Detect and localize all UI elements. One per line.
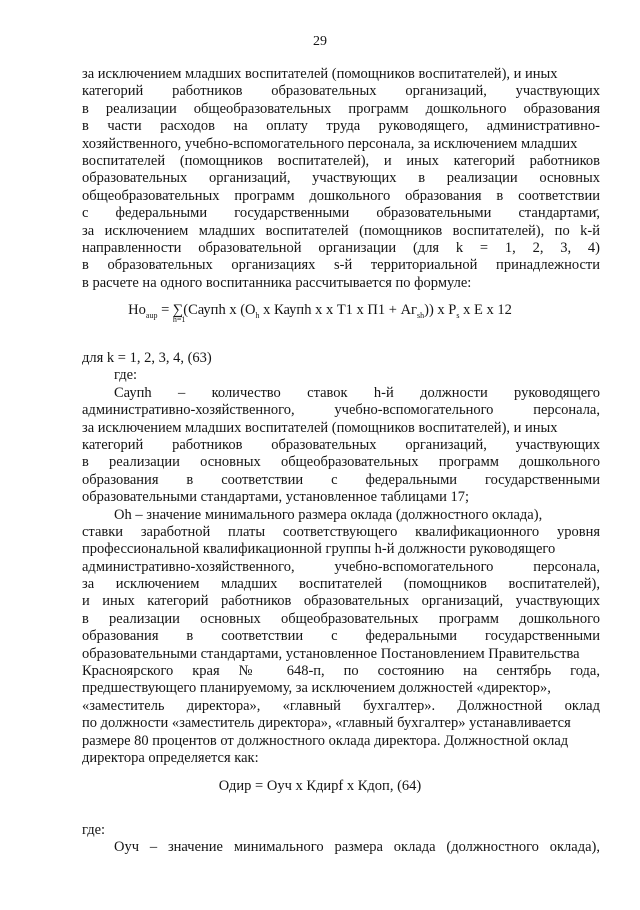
text-line: с федеральными государственными образовательными стандартами, bbox=[82, 205, 600, 222]
paragraph-definitions bbox=[82, 350, 600, 767]
sum-symbol: ∑ bbox=[172, 302, 184, 318]
text-line: Красноярского края № 648-п, по состоянию на сентябрь года, bbox=[82, 663, 600, 680]
text-line: образовательными стандартами, установленное таблицами 17; bbox=[82, 489, 469, 506]
text-line: где: bbox=[82, 822, 106, 838]
formula-subscript: s bbox=[456, 310, 460, 320]
formula-part: )) х P bbox=[424, 302, 457, 318]
formula-subscript: sh bbox=[417, 310, 425, 320]
paragraph-intro bbox=[82, 66, 600, 292]
text-line: Саупh – количество ставок h-й должности руководящего bbox=[114, 384, 600, 401]
formula-part: х Е х 12 bbox=[459, 302, 512, 318]
sum-symbol-wrap bbox=[172, 302, 186, 324]
text-line: за исключением младших воспитателей (помощников воспитателей), bbox=[82, 576, 600, 593]
text-line: образования в соответствии с федеральными государственными bbox=[82, 628, 600, 645]
text-line: направленности образовательной организации (для k = 1, 2, 3, 4) bbox=[82, 239, 600, 256]
text-line: для k = 1, 2, 3, 4, (63) bbox=[82, 350, 212, 366]
text-line: образовательных организаций, участвующих в реализации основных bbox=[82, 170, 600, 187]
formula-lhs-subscript: аup bbox=[145, 310, 158, 320]
formula-equals: = bbox=[157, 302, 173, 318]
text-line: ставки заработной платы соответствующего квалификационного уровня bbox=[82, 523, 600, 540]
text-line: административно-хозяйственного, учебно-вспомогательного персонала, bbox=[82, 558, 600, 575]
paragraph-continuation bbox=[82, 822, 600, 857]
text-line: за исключением младших воспитателей (помощников воспитателей), и иных bbox=[82, 419, 558, 436]
text-line: предшествующего планируемому, за исключением должностей «директор», bbox=[82, 680, 551, 697]
formula-63 bbox=[0, 302, 640, 324]
text-line: в образовательных организациях s-й территориальной принадлежности bbox=[82, 257, 600, 274]
text-line: воспитателей (помощников воспитателей), и иных категорий работников bbox=[82, 152, 600, 169]
text-line: в части расходов на оплату труда руководящего, административно- bbox=[82, 118, 600, 135]
text-line: Оуч – значение минимального размера оклада (должностного оклада), bbox=[114, 839, 600, 856]
text-line: по должности «заместитель директора», «главный бухгалтер» устанавливается bbox=[82, 715, 571, 732]
text-line: в реализации основных общеобразовательных программ дошкольного bbox=[82, 454, 600, 471]
text-line: Оh – значение минимального размера оклада (должностного оклада), bbox=[114, 506, 543, 523]
text-line: профессиональной квалификационной группы h-й должности руководящего bbox=[82, 541, 556, 558]
formula-subscript: h bbox=[255, 310, 260, 320]
formula-lhs: Но bbox=[128, 302, 146, 318]
text-line: где: bbox=[114, 367, 138, 384]
text-line: административно-хозяйственного, учебно-вспомогательного персонала, bbox=[82, 402, 600, 419]
text-line: в реализации общеобразовательных программ дошкольного образования bbox=[82, 100, 600, 117]
text-line: в расчете на одного воспитанника рассчитывается по формуле: bbox=[82, 274, 472, 291]
text-line: «заместитель директора», «главный бухгалтер». Должностной оклад bbox=[82, 697, 600, 714]
text-line: категорий работников образовательных организаций, участвующих bbox=[82, 436, 600, 453]
text-line: в реализации основных общеобразовательных программ дошкольного bbox=[82, 610, 600, 627]
text-line: за исключением младших воспитателей (помощников воспитателей), по k-й bbox=[82, 222, 600, 239]
text-line: категорий работников образовательных организаций, участвующих bbox=[82, 83, 600, 100]
text-line: образовательными стандартами, установленное Постановлением Правительства bbox=[82, 645, 580, 662]
page-number: 29 bbox=[313, 34, 327, 49]
sum-limit: h=1 bbox=[172, 315, 186, 324]
text-line: директора определяется как: bbox=[82, 749, 259, 766]
text-line: за исключением младших воспитателей (помощников воспитателей), и иных bbox=[82, 66, 558, 82]
formula-part: (Саупh х (О bbox=[183, 302, 256, 318]
formula-64: Одир = Оуч х Кдирf х Кдоп, (64) bbox=[218, 778, 422, 794]
text-line: общеобразовательных программ дошкольного образования в соответствии bbox=[82, 187, 600, 204]
text-line: размере 80 процентов от должностного оклада директора. Должностной оклад bbox=[82, 732, 569, 749]
formula-part: х Каупh х х Т1 х П1 + Аг bbox=[259, 302, 417, 318]
text-line: образования в соответствии с федеральными государственными bbox=[82, 471, 600, 488]
text-line: хозяйственного, учебно-вспомогательного персонала, за исключением младших bbox=[82, 135, 578, 152]
text-line: и иных категорий работников образовательных организаций, участвующих bbox=[82, 593, 600, 610]
